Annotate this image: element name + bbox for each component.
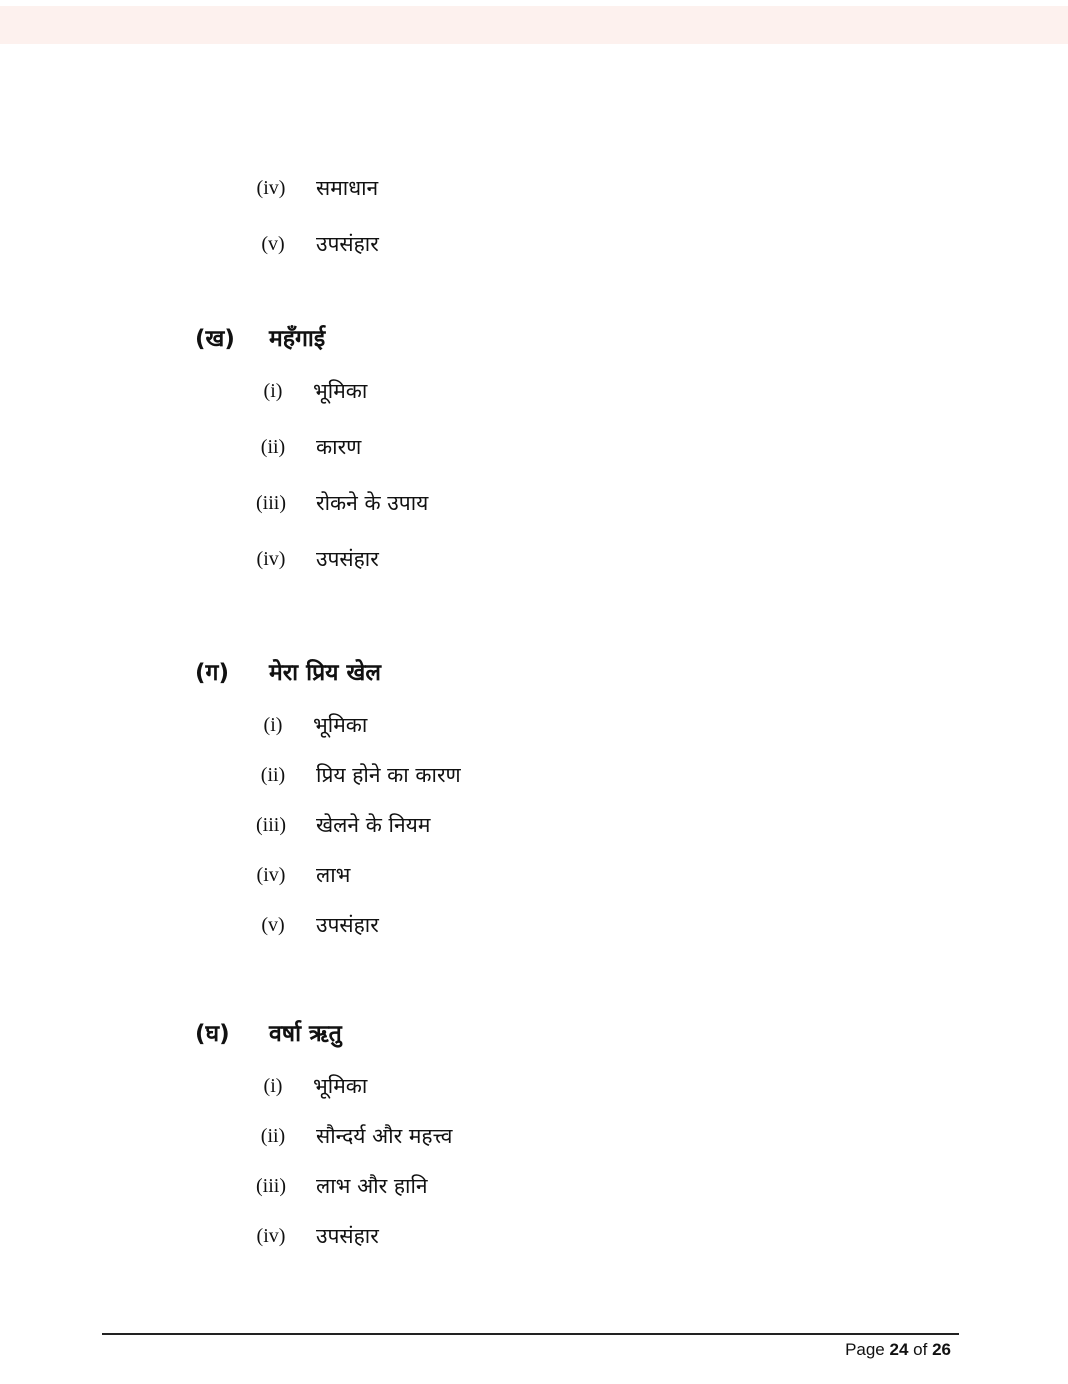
item-text: प्रिय होने का कारण bbox=[316, 763, 461, 787]
item-number: (ii) bbox=[260, 764, 286, 786]
item-number: (i) bbox=[263, 714, 283, 736]
item-text: भूमिका bbox=[313, 713, 368, 737]
item-number: (v) bbox=[261, 914, 285, 936]
section-title: मेरा प्रिय खेल bbox=[269, 660, 381, 686]
item-number: (iii) bbox=[256, 1175, 286, 1197]
item-text: उपसंहार bbox=[316, 913, 379, 937]
header-band bbox=[0, 6, 1068, 44]
item-number: (ii) bbox=[260, 1125, 286, 1147]
total-pages: 26 bbox=[932, 1340, 951, 1359]
item-number: (iii) bbox=[256, 814, 286, 836]
item-number: (ii) bbox=[260, 436, 286, 458]
item-text: खेलने के नियम bbox=[316, 813, 431, 837]
page-number bbox=[845, 1340, 951, 1360]
item-text: उपसंहार bbox=[316, 1224, 379, 1248]
item-number: (v) bbox=[261, 233, 285, 255]
item-number: (i) bbox=[263, 380, 283, 402]
item-text: समाधान bbox=[316, 176, 379, 200]
section-label: (घ) bbox=[195, 1021, 230, 1047]
item-text: लाभ bbox=[316, 863, 351, 887]
item-number: (i) bbox=[263, 1075, 283, 1097]
current-page: 24 bbox=[889, 1340, 909, 1359]
item-number: (iv) bbox=[256, 1225, 286, 1247]
item-text: भूमिका bbox=[313, 1074, 368, 1098]
item-number: (iv) bbox=[256, 548, 286, 570]
item-text: कारण bbox=[316, 435, 362, 459]
item-text: उपसंहार bbox=[316, 547, 379, 571]
section-label: (ख) bbox=[195, 326, 235, 352]
section-title: महँगाई bbox=[269, 326, 326, 352]
item-number: (iv) bbox=[256, 864, 286, 886]
item-text: लाभ और हानि bbox=[316, 1174, 428, 1198]
item-number: (iii) bbox=[256, 492, 286, 514]
page-word: Page bbox=[845, 1340, 885, 1359]
section-title: वर्षा ऋतु bbox=[269, 1021, 342, 1047]
item-number: (iv) bbox=[256, 177, 286, 199]
footer-divider bbox=[102, 1333, 959, 1335]
item-text: उपसंहार bbox=[316, 232, 379, 256]
item-text: सौन्दर्य और महत्त्व bbox=[316, 1124, 453, 1148]
section-label: (ग) bbox=[195, 660, 229, 686]
of-word: of bbox=[913, 1340, 928, 1359]
item-text: रोकने के उपाय bbox=[316, 491, 429, 515]
item-text: भूमिका bbox=[313, 379, 368, 403]
